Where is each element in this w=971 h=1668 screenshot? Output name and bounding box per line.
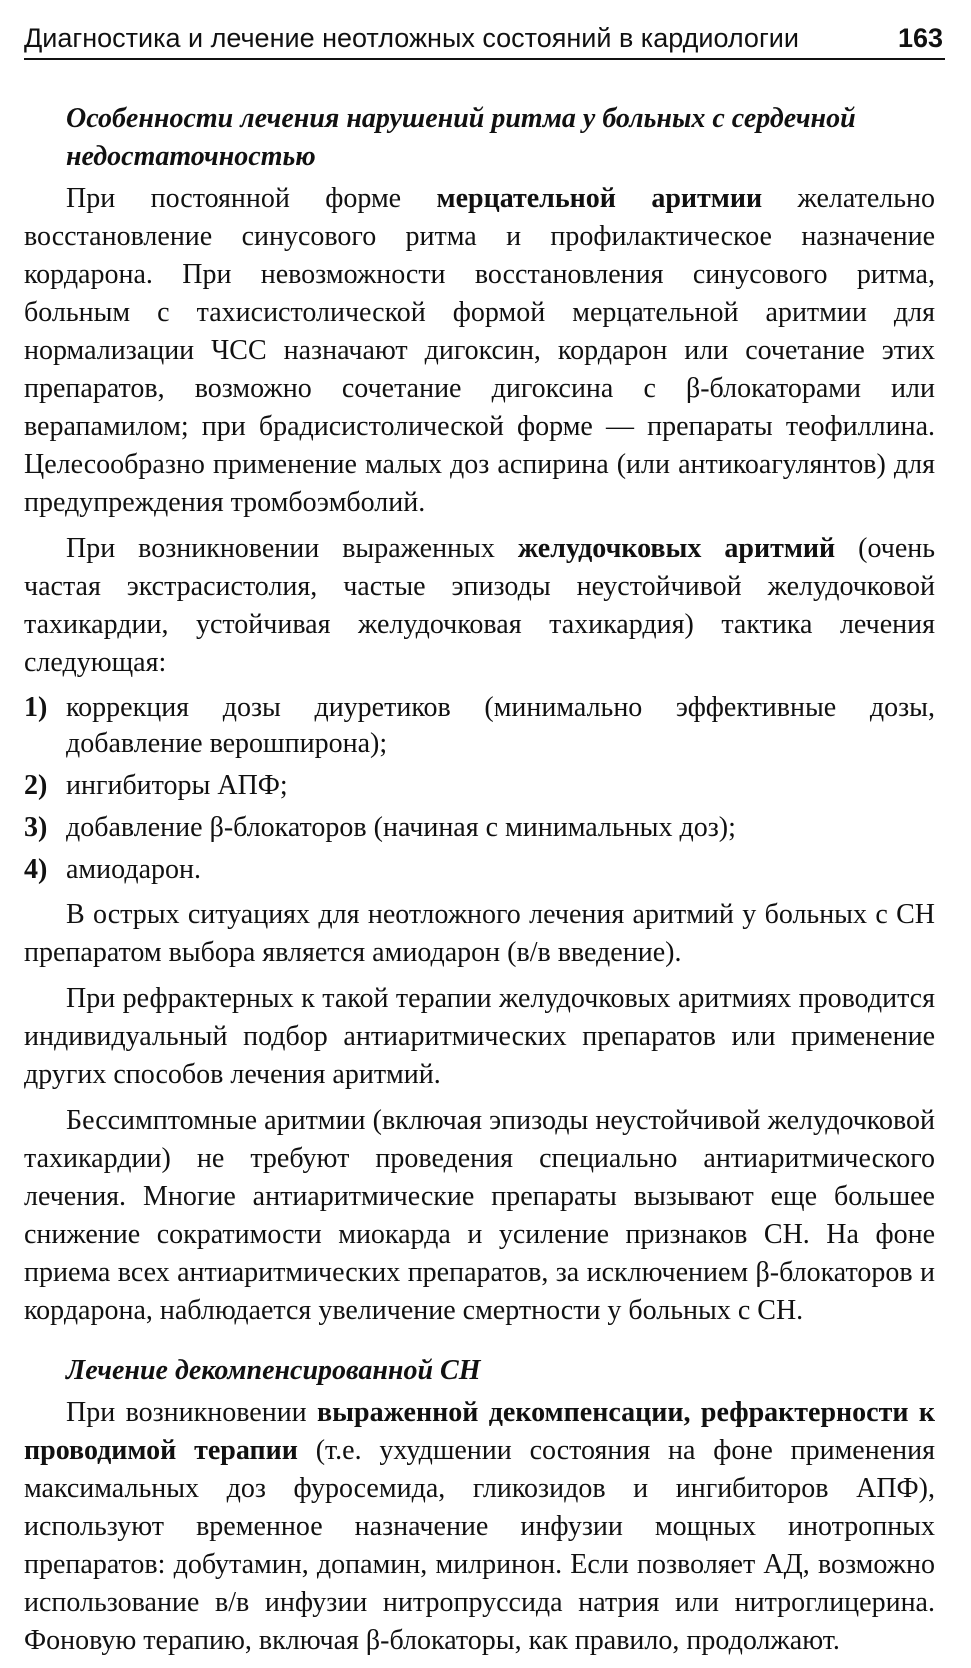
section-heading-arrhythmia: Особенности лечения нарушений ритма у больных с сердечной недостаточностью xyxy=(66,103,856,172)
header-title: Диагностика и лечение неотложных состояний в кардиологии xyxy=(24,23,799,53)
paragraph-refractory: При рефрактерных к такой терапии желудочковых аритмиях проводится индивидуальный подбор антиаритмических препаратов или применение других способов лечения аритмий. xyxy=(24,983,935,1090)
paragraph-ventricular-arrhythmia: При возникновении выраженных желудочковых аритмий (очень частая экстрасистолия, частые эпизоды неустойчивой желудочковой тахикардии, устойчивая желудочковая тахикардия) тактика лечения следующая: xyxy=(24,533,935,678)
paragraph-atrial-fibrillation: При постоянной форме мерцательной аритмии желательно восстановление синусового ритма и профилактическое назначение кордарона. При невозможности восстановления синусового ритма, больным с тахисистолической формой мерцательной аритмии для нормализации ЧСС назначают дигоксин, кордарон или сочетание этих препаратов, возможно сочетание дигоксина с β-блокаторами или верапамилом; при брадисистолической форме — препараты теофиллина. Целесообразно применение малых доз аспирина (или антикоагулянтов) для предупреждения тромбоэмболий. xyxy=(24,183,935,518)
list-item: 4) амиодарон. xyxy=(24,854,201,885)
treatment-steps-list xyxy=(24,690,935,888)
emphasis-term: мерцательной аритмии xyxy=(436,183,763,214)
paragraph-decompensation: При возникновении выраженной декомпенсации, рефрактерности к проводимой терапии (т.е. ухудшении состояния на фоне применения максимальных доз фуросемида, гликозидов и ингибиторов АПФ), используют временное назначение инфузии мощных инотропных препаратов: добутамин, допамин, милринон. Если позволяет АД, возможно использование в/в инфузии нитропруссида натрия или нитроглицерина. Фоновую терапию, включая β-блокаторы, как правило, продолжают. xyxy=(24,1397,935,1656)
paragraph-asymptomatic: Бессимптомные аритмии (включая эпизоды неустойчивой желудочковой тахикардии) не требуют проведения специально антиаритмического лечения. Многие антиаритмические препараты вызывают еще большее снижение сократимости миокарда и усиление признаков СН. На фоне приема всех антиаритмических препаратов, за исключением β-блокаторов и кордарона, наблюдается увеличение смертности у больных с СН. xyxy=(24,1105,935,1326)
paragraph-acute-situations: В острых ситуациях для неотложного лечения аритмий у больных с СН препаратом выбора является амиодарон (в/в введение). xyxy=(24,899,935,968)
section-heading-decompensated: Лечение декомпенсированной СН xyxy=(66,1355,481,1386)
list-item: 3) добавление β-блокаторов (начиная с минимальных доз); xyxy=(24,812,736,843)
emphasis-term: выраженной декомпенсации, рефрактерности к проводимой терапии xyxy=(24,1397,935,1466)
running-header xyxy=(24,18,945,60)
page-content xyxy=(24,100,935,1668)
emphasis-term: желудочковых аритмий xyxy=(517,533,836,564)
list-item: 1) коррекция дозы диуретиков (минимально эффективные дозы, добавление верошпирона); xyxy=(24,692,935,759)
list-item: 2) ингибиторы АПФ; xyxy=(24,770,288,801)
page-number: 163 xyxy=(897,23,943,53)
